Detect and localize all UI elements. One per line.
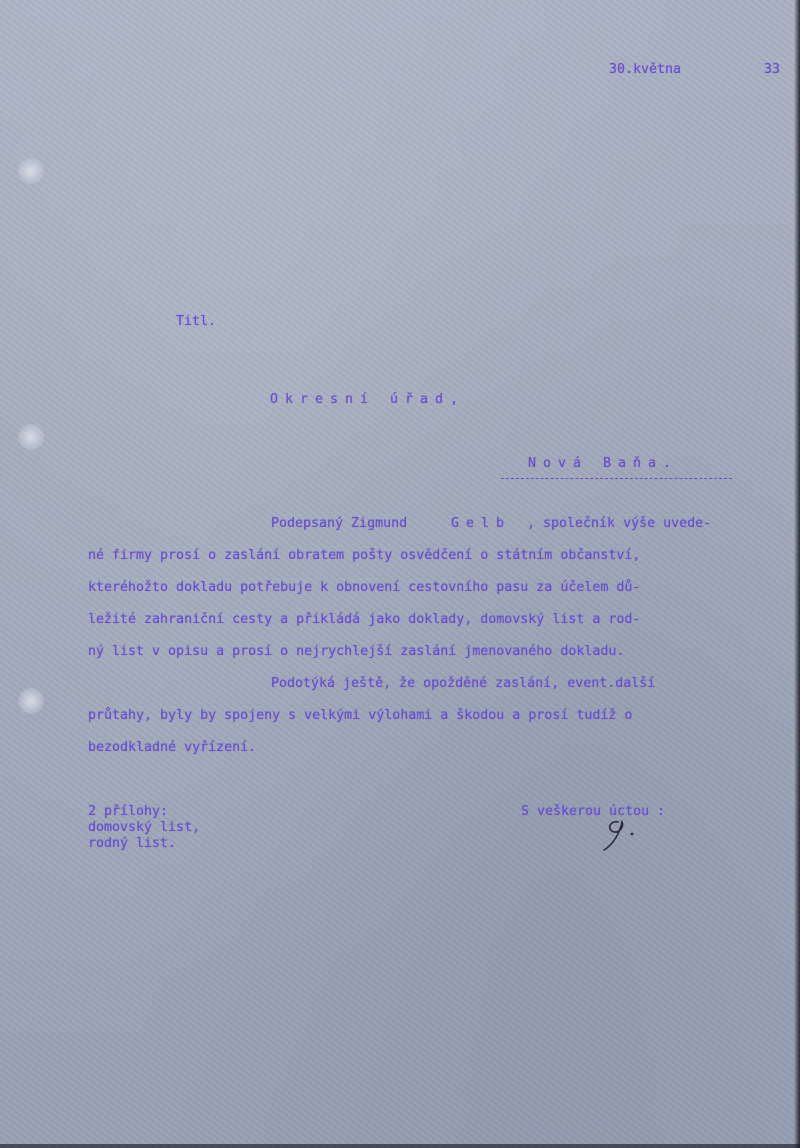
addressee-underline	[501, 478, 732, 479]
body-p2-line3: bezodkladné vyřízení.	[88, 740, 257, 755]
body-p1-line4: ležité zahraniční cesty a přikládá jako doklady, domovský list a rod-	[88, 612, 641, 627]
attachment-item: rodný list.	[88, 836, 177, 851]
addressee-town: Nová Baňa.	[528, 456, 679, 471]
signature-initial	[598, 810, 648, 860]
body-p1-line2: né firmy prosí o zaslání obratem pošty osvědčení o státním občanství,	[88, 548, 641, 563]
attachments-heading: 2 přílohy:	[88, 804, 169, 819]
body-p1-name: Gelb	[451, 516, 512, 531]
salutation: Titl.	[176, 314, 217, 329]
body-p2-line2: průtahy, byly by spojeny s velkými výlohami a škodou a prosí tudíž o	[88, 708, 633, 723]
punch-hole-middle	[18, 424, 44, 450]
header-date: 30.května	[609, 62, 682, 77]
page-number: 33	[764, 62, 781, 77]
body-p2-line1: Podotýká ještě, že opožděné zaslání, event.další	[271, 676, 656, 691]
closing: S veškerou úctou :	[521, 804, 666, 819]
punch-hole-bottom	[18, 688, 44, 714]
page-bottom-edge	[0, 1144, 800, 1148]
body-p1-line3: kteréhožto dokladu potřebuje k obnovení cestovního pasu za účelem dů-	[88, 580, 641, 595]
body-p1-line1-b: , společník výše uvede-	[527, 516, 712, 531]
page-edge-shadow	[794, 0, 800, 1148]
attachment-item: domovský list,	[88, 820, 201, 835]
body-p1-line1-a: Podepsaný Zigmund	[271, 516, 408, 531]
punch-hole-top	[18, 158, 44, 184]
addressee-office: Okresní úřad,	[270, 392, 466, 407]
body-p1-line5: ný list v opisu a prosí o nejrychlejší zaslání jmenovaného dokladu.	[88, 644, 625, 659]
